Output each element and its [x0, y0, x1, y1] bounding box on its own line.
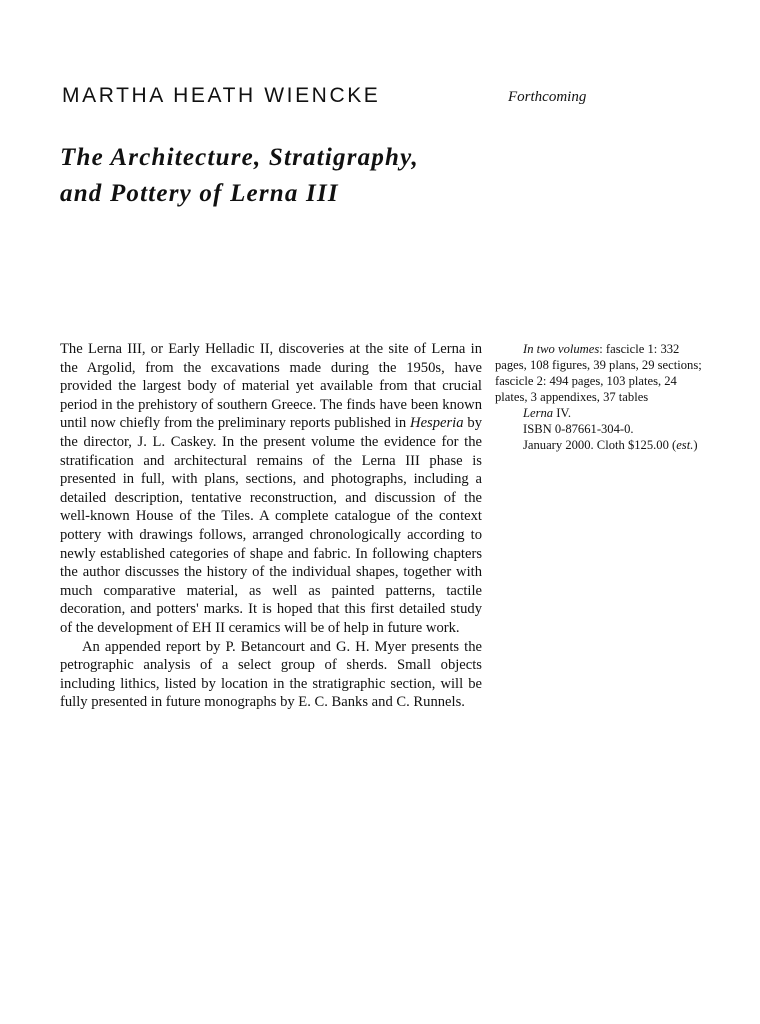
book-title-line-1: The Architecture, Stratigraphy, — [60, 144, 419, 171]
description-paragraph-2: An appended report by P. Betancourt and G. H. Myer presents the petrographic analysis of a select group of sherds. Small objects including lithics, listed by location in the stratigraphic section, will be fully presented in future monographs by E. C. Banks and C. Runnels. — [60, 638, 482, 711]
series-info — [495, 405, 710, 421]
book-title-line-2: and Pottery of Lerna III — [60, 180, 339, 207]
isbn: ISBN 0-87661-304-0. — [523, 422, 634, 436]
series-name: Lerna — [523, 406, 554, 420]
description-text: by the director, J. L. Caskey. In the present volume the evidence for the stratification and architectural remains of the Lerna III phase is presented in full, with plans, sections, and photographs, including a detailed description, tentative reconstruction, and discussion of the well-known House of the Tiles. A complete catalogue of the context pottery with drawings follows, arranged chronologically according to newly established categories of shape and fabric. In following chapters the author discusses the history of the individual shapes, together with much comparative material, as well as painted patterns, tactile decoration, and potters' marks. It is hoped that this first detailed study of the development of EH II ceramics will be of help in future work. — [60, 415, 482, 636]
book-description — [60, 340, 482, 712]
date-and-price — [495, 437, 710, 453]
price-note: est. — [676, 438, 694, 452]
author-name: MARTHA HEATH WIENCKE — [62, 84, 381, 107]
description-paragraph-1 — [60, 340, 482, 638]
date-price-text: January 2000. Cloth $125.00 ( — [523, 438, 677, 452]
series-number: IV. — [553, 406, 572, 420]
volumes-label: In two volumes — [523, 342, 600, 356]
volumes-info — [495, 341, 710, 405]
description-text: The Lerna III, or Early Helladic II, discoveries at the site of Lerna in the Argolid, from the excavations made during the 1950s, have provided the largest body of material yet available from that crucial period in the prehistory of southern Greece. The finds have been known until now chiefly from the preliminary reports published in — [60, 341, 482, 432]
price-close: ) — [693, 438, 698, 452]
book-title — [60, 140, 419, 212]
journal-name: Hesperia — [410, 415, 464, 432]
publication-status: Forthcoming — [508, 89, 587, 105]
volumes-text: : fascicle 1: 332 pages, 108 figures, 39 plans, 29 sections; fascicle 2: 494 pages, 103 plates, 24 plates, 3 appendixes, 37 tables — [495, 342, 702, 404]
book-details — [495, 341, 710, 453]
